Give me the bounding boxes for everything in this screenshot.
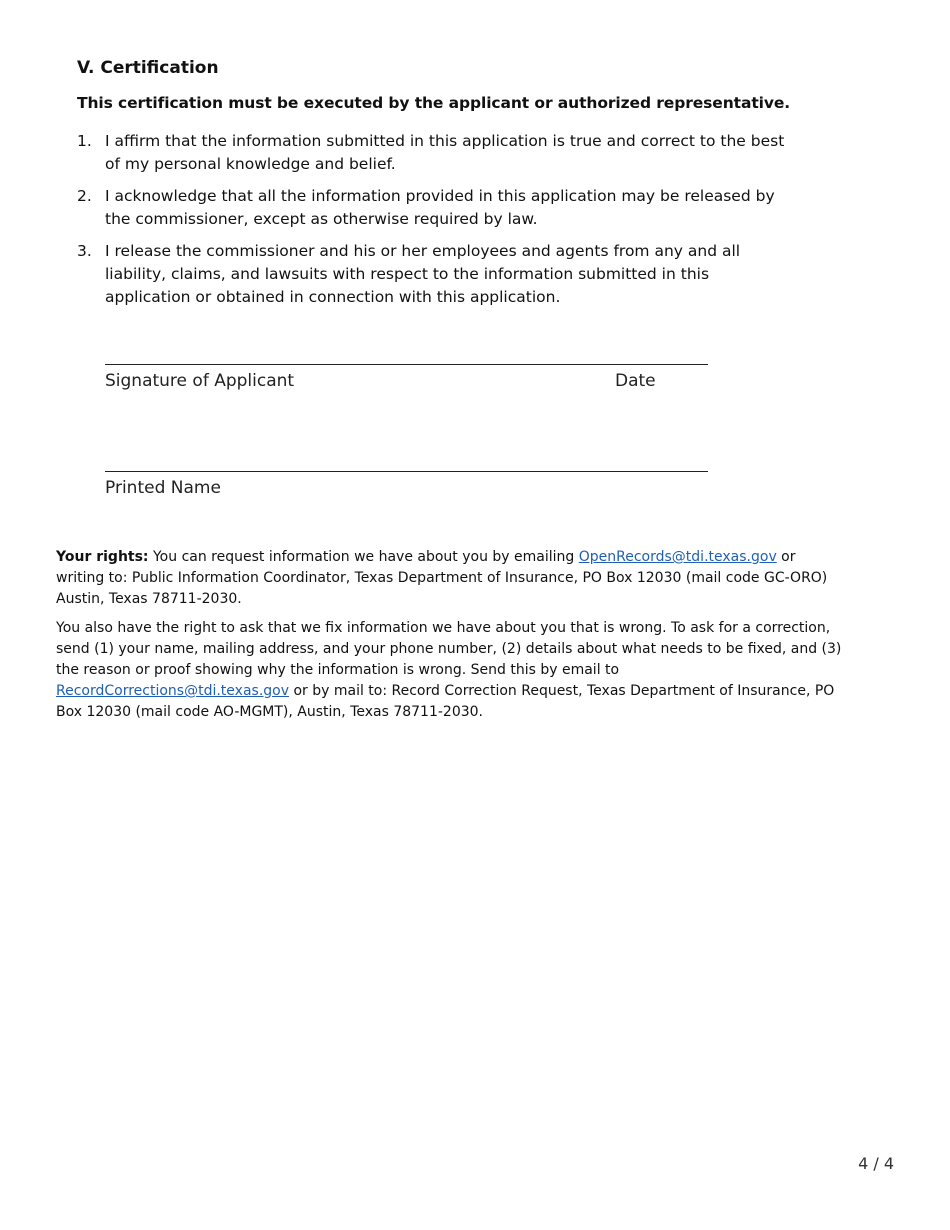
correction-text: You also have the right to ask that we fix information we have about you that is wrong. To ask for a correction, send (1) your name, mailing address, and your phone number, (2) details about what needs to be fixed, and (3) the reason or proof showing why the information is wrong. Send this by email to (56, 620, 842, 678)
certification-item (77, 240, 797, 309)
record-corrections-email-link[interactable]: RecordCorrections@tdi.texas.gov (56, 683, 290, 699)
certification-number: 2. (77, 187, 92, 205)
date-label: Date (615, 371, 656, 391)
rights-lead: Your rights: (56, 549, 149, 565)
certification-list (77, 130, 797, 318)
certification-item (77, 185, 797, 231)
section-heading: V. Certification (77, 58, 219, 78)
rights-text: or writing to: Public Information Coordinator, Texas Department of Insurance, PO Box 12030 (mail code GC-ORO) Austin, Texas 78711-2030. (56, 549, 828, 607)
certification-text: I acknowledge that all the information provided in this application may be released by the commissioner, except as otherwise required by law. (105, 187, 775, 228)
signature-line[interactable] (105, 364, 708, 365)
certification-text: I release the commissioner and his or her employees and agents from any and all liability, claims, and lawsuits with respect to the information submitted in this application or obtained in connection with this application. (105, 242, 741, 306)
certification-text: I affirm that the information submitted in this application is true and correct to the best of my personal knowledge and belief. (105, 132, 785, 173)
signature-label: Signature of Applicant (105, 371, 295, 391)
certification-item (77, 130, 797, 176)
certification-number: 1. (77, 132, 92, 150)
correction-text: or by mail to: Record Correction Request, Texas Department of Insurance, PO Box 12030 (mail code AO-MGMT), Austin, Texas 78711-2030. (56, 683, 835, 720)
rights-paragraph (56, 547, 846, 610)
rights-text: You can request information we have about you by emailing (148, 549, 579, 565)
page-indicator: 4 / 4 (858, 1154, 894, 1173)
certification-number: 3. (77, 242, 92, 260)
printed-name-label: Printed Name (105, 478, 221, 498)
printed-name-line[interactable] (105, 471, 708, 472)
correction-paragraph (56, 618, 846, 723)
certification-instruction: This certification must be executed by the applicant or authorized representative. (77, 94, 791, 112)
open-records-email-link[interactable]: OpenRecords@tdi.texas.gov (578, 549, 777, 565)
